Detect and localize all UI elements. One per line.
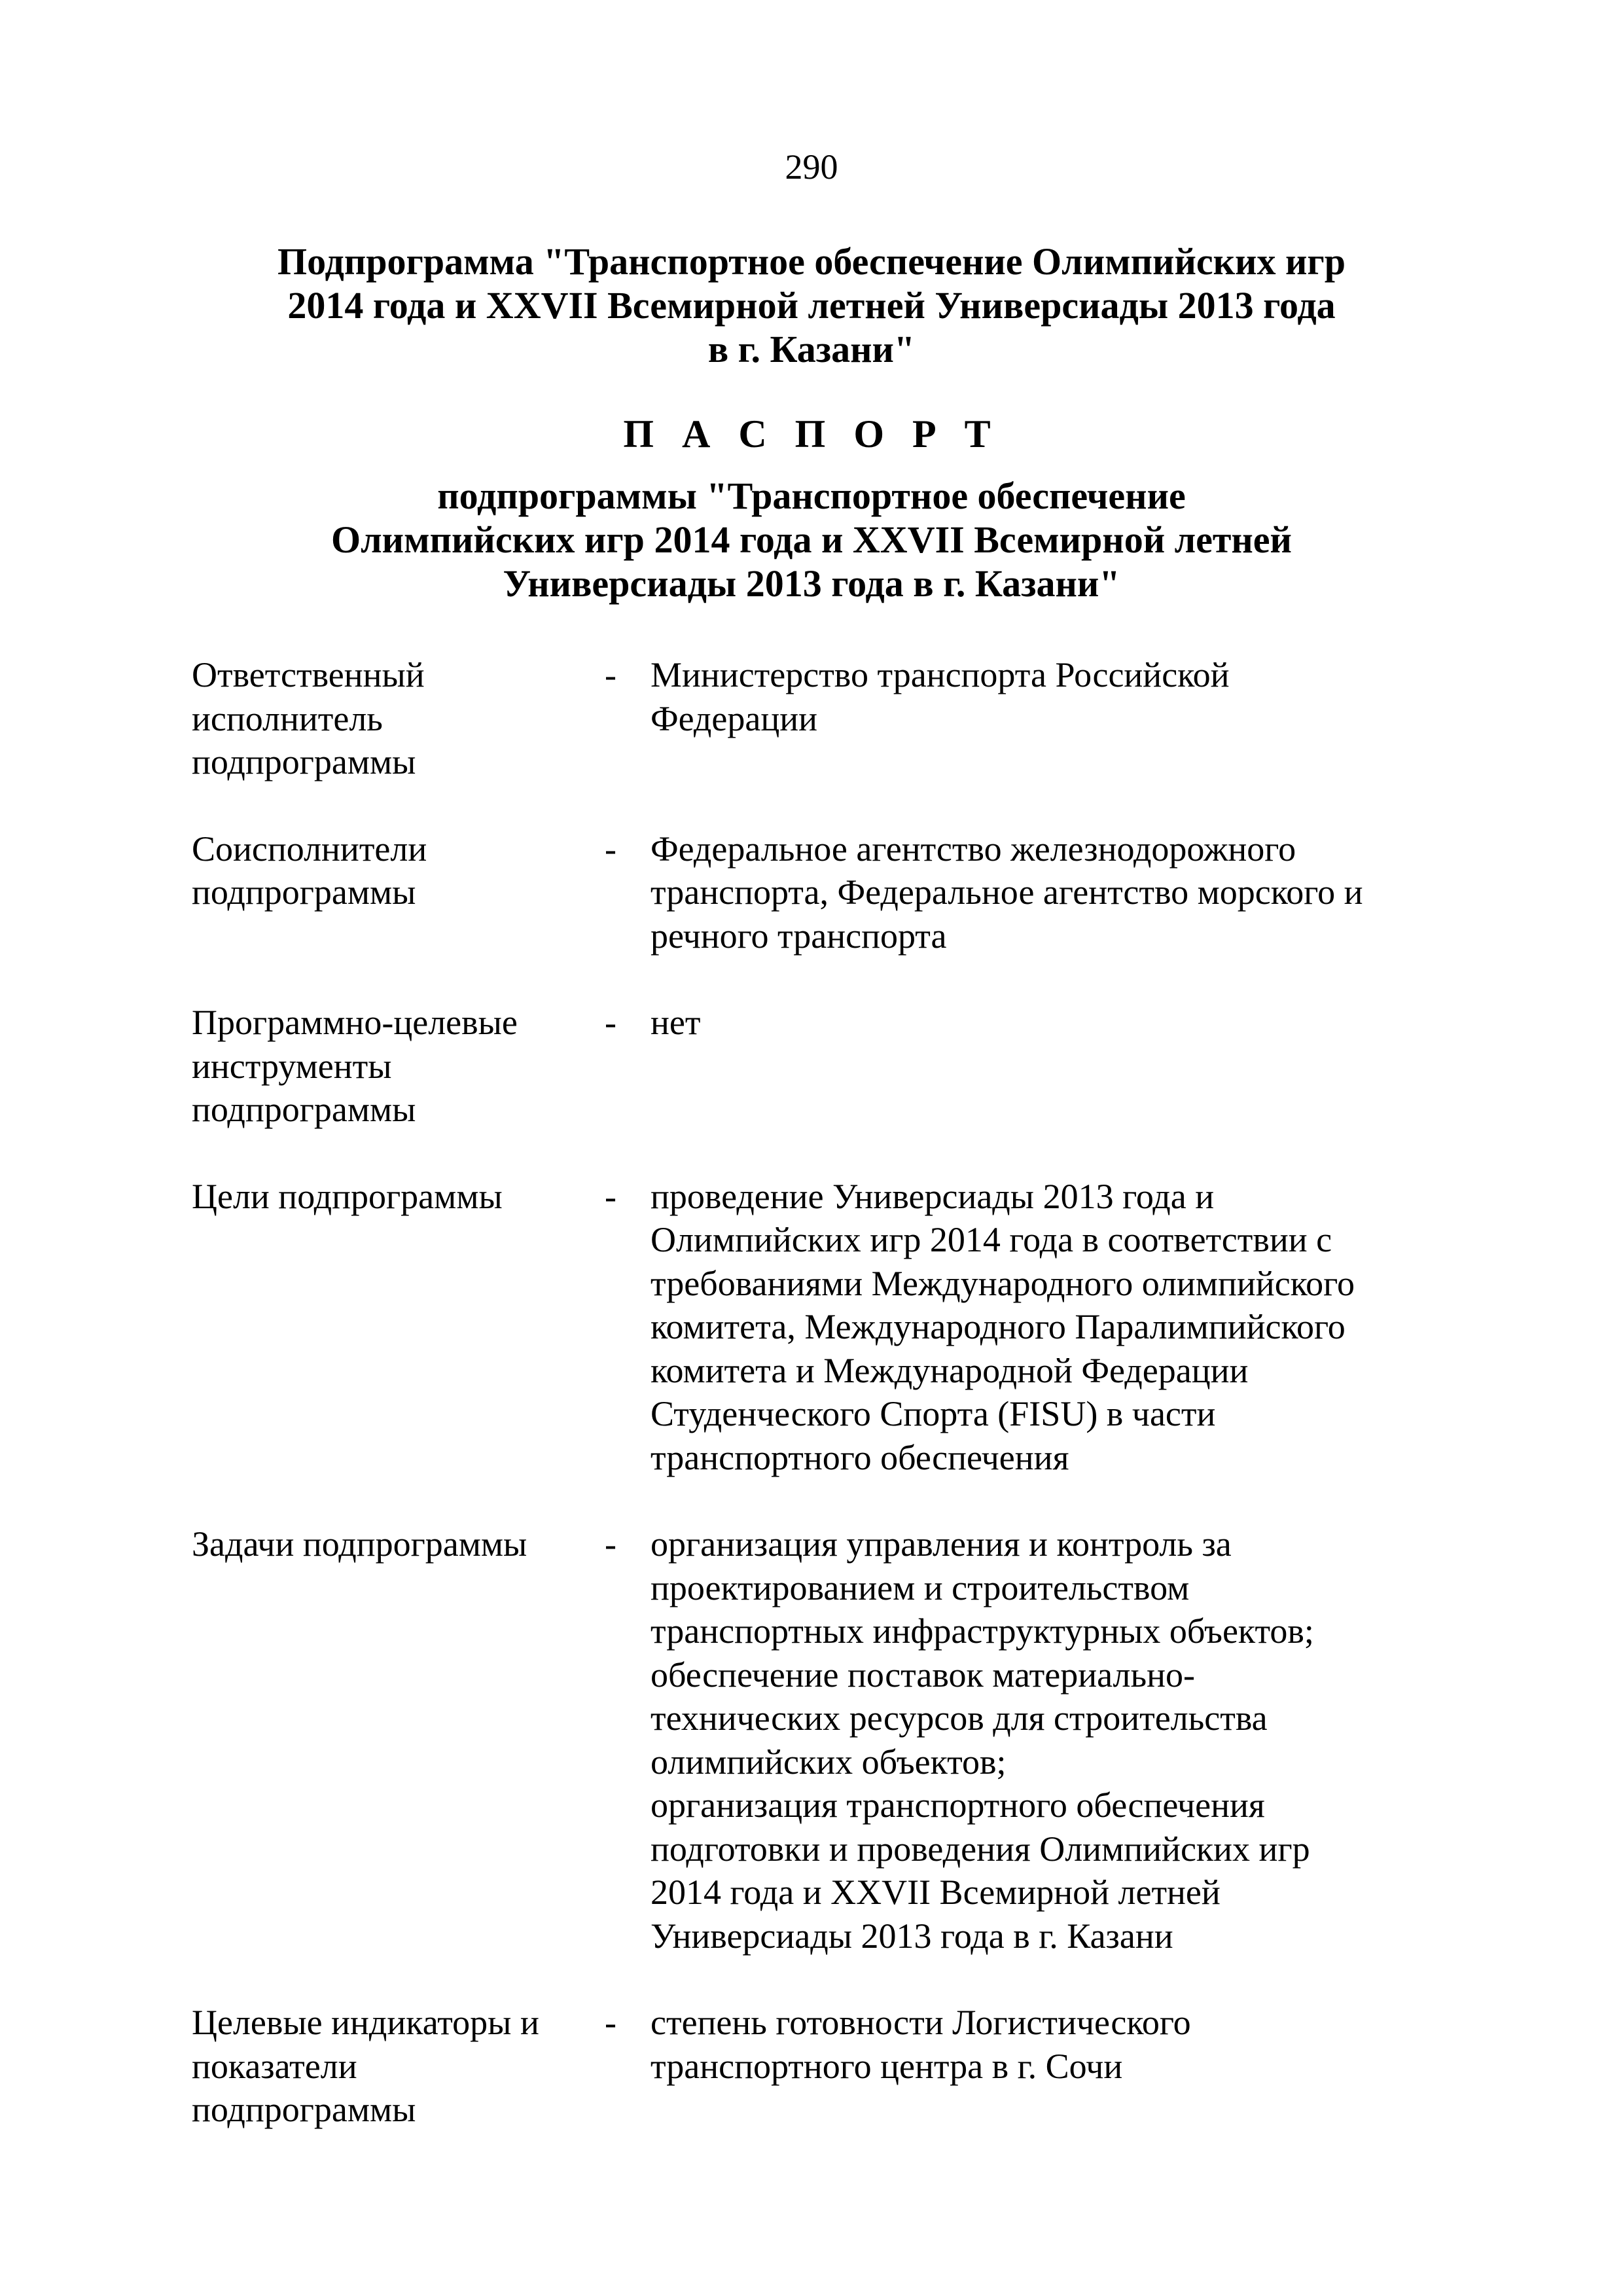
row-value (651, 1001, 1436, 1045)
row-label-line: Цели подпрограммы (192, 1176, 503, 1216)
passport-table (0, 653, 1623, 2175)
row-value-line: Студенческого Спорта (FISU) в части (651, 1394, 1216, 1433)
row-label (0, 2001, 605, 2132)
row-value-line: подготовки и проведения Олимпийских игр (651, 1829, 1310, 1869)
row-value-line: организация транспортного обеспечения (651, 1785, 1265, 1825)
passport-subtitle-line: Универсиады 2013 года в г. Казани" (503, 562, 1120, 605)
row-label-line: подпрограммы (192, 1090, 416, 1129)
row-value (651, 827, 1436, 958)
row-value-line: речного транспорта (651, 916, 947, 956)
row-value-line: организация управления и контроль за (651, 1524, 1232, 1564)
subprogram-title-line: в г. Казани" (707, 328, 916, 370)
row-value (651, 2001, 1436, 2088)
row-label-line: Целевые индикаторы и (192, 2003, 539, 2042)
row-label-line: Программно-целевые (192, 1003, 518, 1042)
row-value (651, 1175, 1436, 1480)
row-dash: - (605, 1524, 616, 1564)
passport-row (0, 653, 1623, 784)
row-label (0, 1175, 605, 1219)
row-value-line: комитета, Международного Паралимпийского (651, 1307, 1346, 1346)
row-dash: - (605, 1003, 616, 1042)
passport-subtitle-line: подпрограммы "Транспортное обеспечение (437, 475, 1186, 517)
row-label-line: Ответственный (192, 655, 425, 694)
row-value (651, 1522, 1436, 1958)
row-dash: - (605, 1176, 616, 1216)
subprogram-title (0, 240, 1623, 371)
row-value-line: Федерации (651, 698, 818, 738)
passport-row (0, 827, 1623, 958)
row-value-line: комитета и Международной Федерации (651, 1350, 1249, 1390)
row-value-line: обеспечение поставок материально- (651, 1655, 1195, 1695)
row-label (0, 653, 605, 784)
row-label-line: исполнитель (192, 698, 383, 738)
page-number: 290 (785, 147, 838, 187)
row-value-line: 2014 года и XXVII Всемирной летней (651, 1873, 1221, 1912)
row-label-line: подпрограммы (192, 742, 416, 781)
row-label-line: подпрограммы (192, 2090, 416, 2129)
row-label (0, 1001, 605, 1132)
row-value-line: нет (651, 1003, 701, 1042)
passport-row (0, 1522, 1623, 1958)
passport-row (0, 1001, 1623, 1132)
row-value-line: проведение Универсиады 2013 года и (651, 1176, 1215, 1216)
row-value-line: технических ресурсов для строительства (651, 1698, 1268, 1738)
row-dash: - (605, 2003, 616, 2042)
subprogram-title-line: 2014 года и XXVII Всемирной летней Универсиады 2013 года (287, 284, 1336, 327)
row-label-line: подпрограммы (192, 872, 416, 912)
row-label (0, 1522, 605, 1566)
passport-title: П А С П О Р Т (623, 412, 1000, 456)
row-value-line: проектированием и строительством (651, 1568, 1190, 1607)
row-value-line: степень готовности Логистического (651, 2003, 1191, 2042)
passport-row (0, 2001, 1623, 2132)
row-value (651, 653, 1436, 740)
row-label-line: Соисполнители (192, 829, 427, 869)
row-label (0, 827, 605, 914)
passport-subtitle-line: Олимпийских игр 2014 года и XXVII Всемирной летней (331, 518, 1292, 561)
row-value-line: требованиями Международного олимпийского (651, 1263, 1355, 1303)
row-value-line: олимпийских объектов; (651, 1742, 1007, 1782)
subprogram-title-line: Подпрограмма "Транспортное обеспечение Олимпийских игр (277, 240, 1346, 283)
row-label-line: Задачи подпрограммы (192, 1524, 527, 1564)
row-value-line: Федеральное агентство железнодорожного (651, 829, 1296, 869)
row-value-line: транспортного центра в г. Сочи (651, 2046, 1123, 2086)
row-value-line: транспортных инфраструктурных объектов; (651, 1611, 1314, 1651)
row-label-line: показатели (192, 2046, 357, 2086)
passport-subtitle (0, 474, 1623, 605)
row-value-line: Универсиады 2013 года в г. Казани (651, 1916, 1173, 1956)
row-label-line: инструменты (192, 1046, 392, 1086)
row-value-line: Олимпийских игр 2014 года в соответствии с (651, 1220, 1332, 1259)
row-dash: - (605, 655, 616, 694)
row-value-line: Министерство транспорта Российской (651, 655, 1230, 694)
row-value-line: транспорта, Федеральное агентство морского и (651, 872, 1363, 912)
row-dash: - (605, 829, 616, 869)
passport-row (0, 1175, 1623, 1480)
row-value-line: транспортного обеспечения (651, 1437, 1069, 1477)
